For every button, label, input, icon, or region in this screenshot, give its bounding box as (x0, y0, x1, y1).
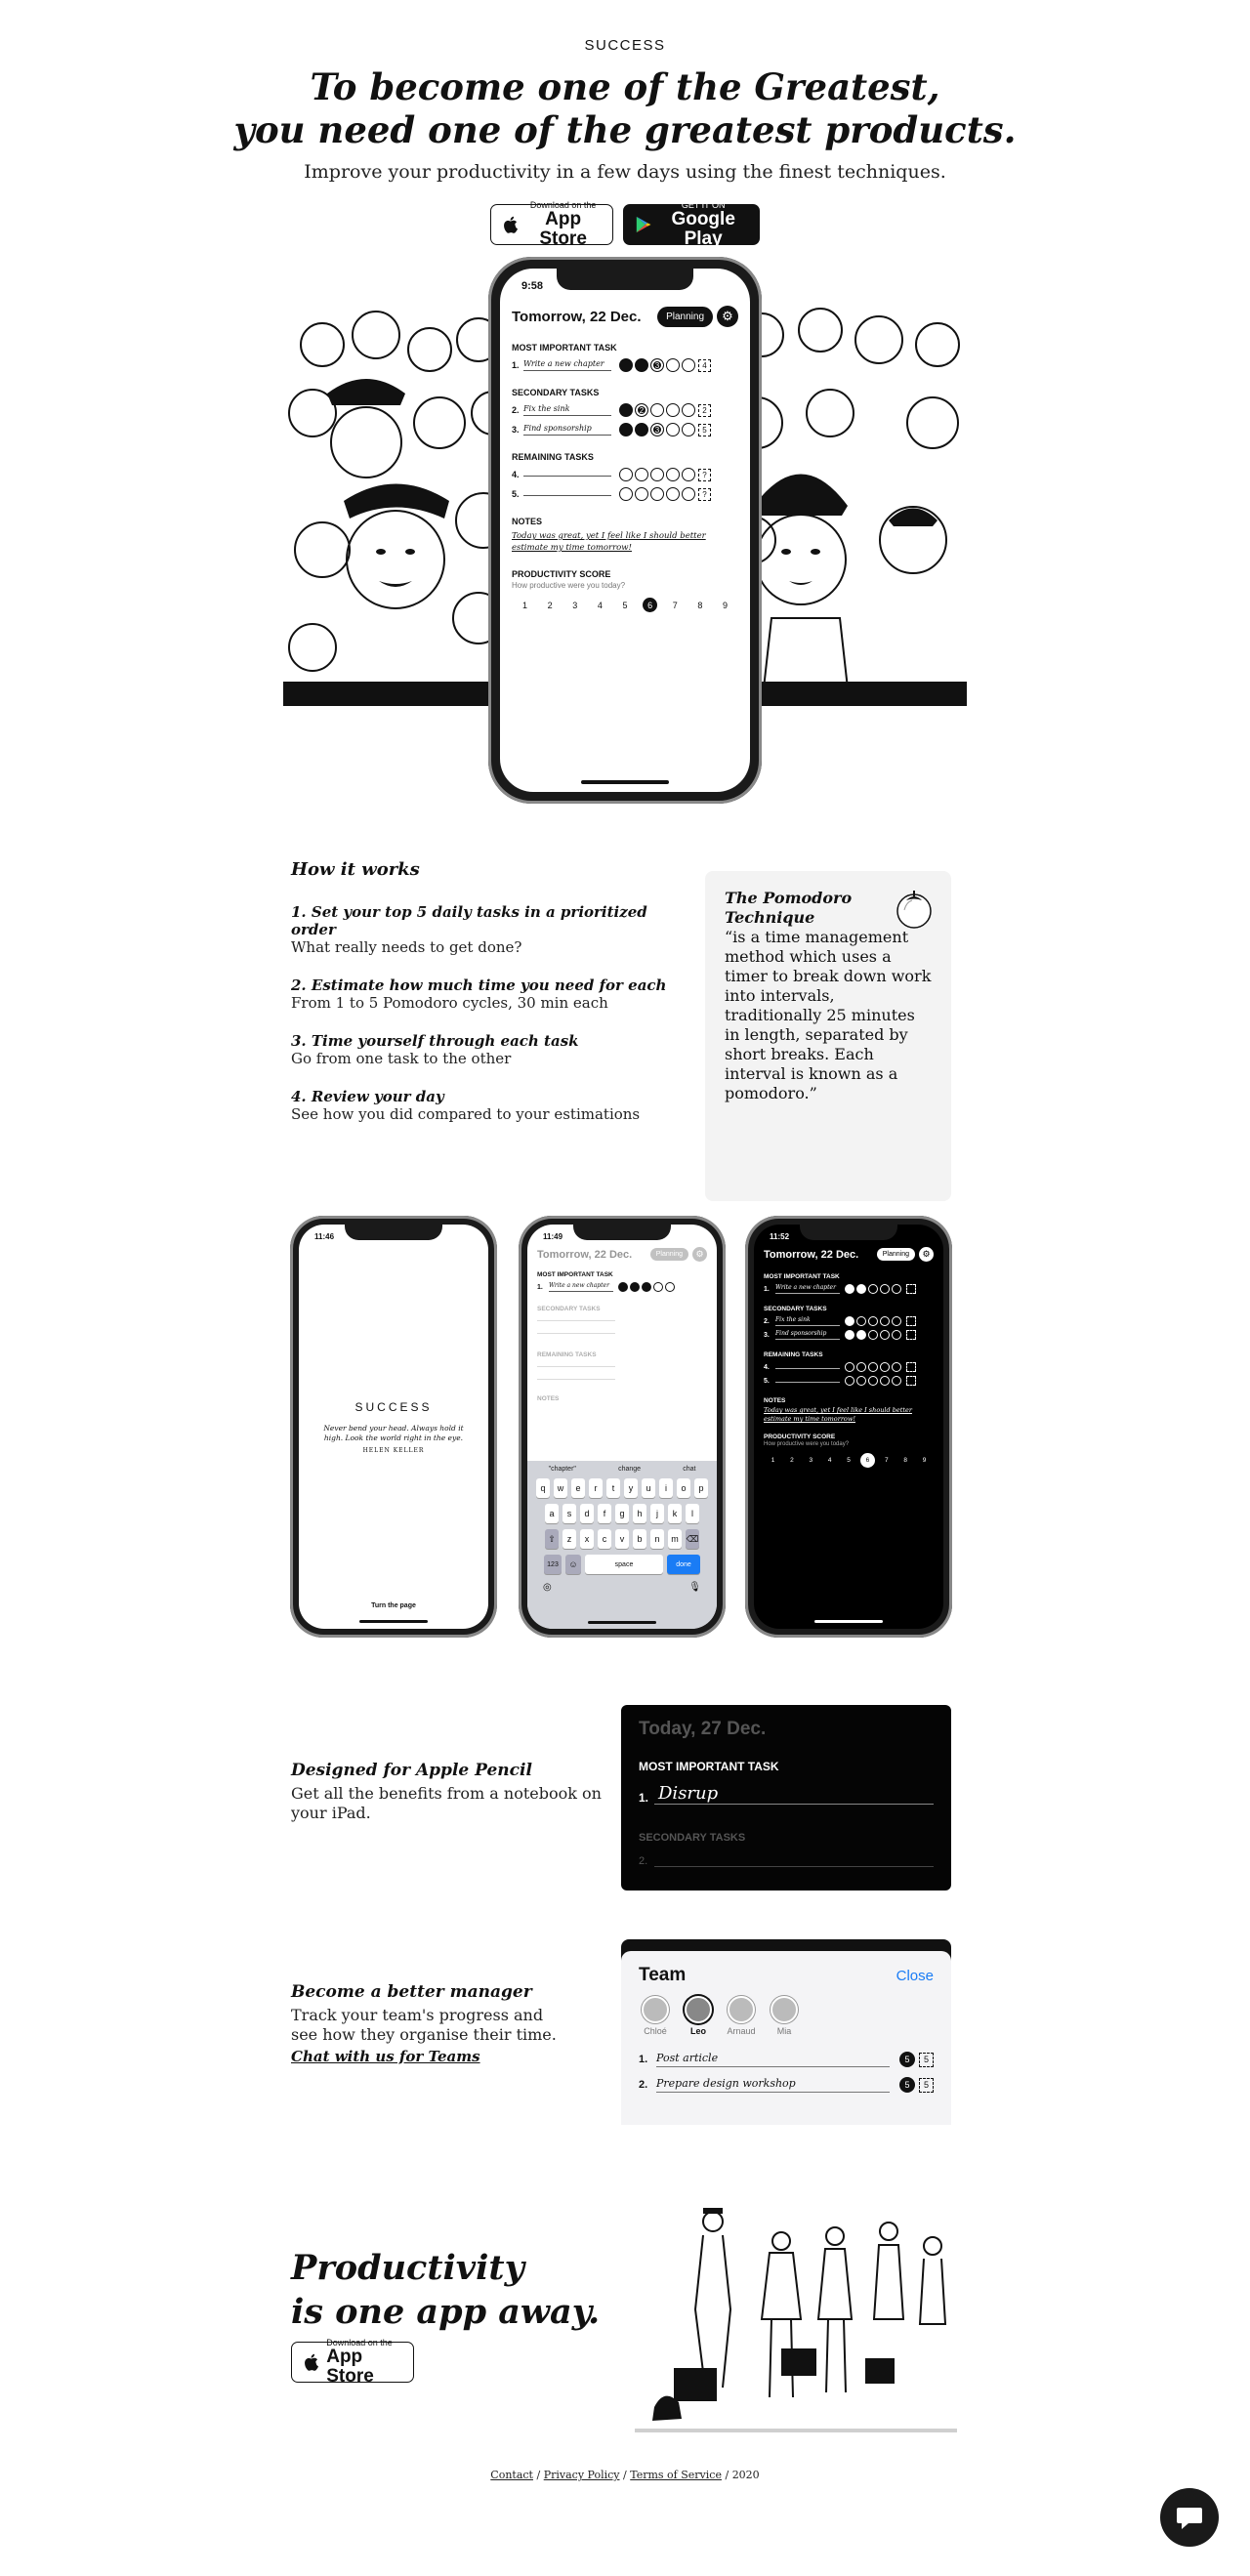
space-key[interactable]: space (585, 1555, 663, 1574)
ipad-secondary: SECONDARY TASKS (639, 1832, 746, 1844)
pomodoro-dot[interactable] (666, 358, 680, 372)
pomodoro-dots (619, 487, 695, 501)
task-1[interactable]: Write a new chapter (775, 1284, 840, 1294)
estimate-box[interactable] (906, 1330, 916, 1340)
planning-button[interactable]: Planning (650, 1248, 688, 1261)
how-title: How it works (291, 859, 420, 880)
chat-bubble-icon (1175, 2504, 1204, 2531)
task-input[interactable] (523, 493, 611, 496)
keyboard-key[interactable]: g (615, 1504, 629, 1523)
store-buttons (0, 200, 1250, 249)
pencil-feature (291, 1761, 604, 1823)
ipad-section: MOST IMPORTANT TASK (639, 1760, 779, 1773)
team-member-name: Arnaud (727, 2026, 756, 2036)
backspace-key[interactable]: ⌫ (686, 1529, 699, 1549)
app-date: Tomorrow, 22 Dec. (512, 308, 642, 325)
manager-feature (291, 1982, 604, 2065)
pomodoro-dot[interactable] (892, 1376, 901, 1386)
intro-author: HELEN KELLER (362, 1447, 425, 1454)
turn-page-button[interactable]: Turn the page (371, 1602, 416, 1609)
pomodoro-dot[interactable] (666, 487, 680, 501)
keyboard-key[interactable]: e (571, 1478, 585, 1498)
score-option[interactable]: 1 (521, 600, 527, 610)
score-option[interactable]: 7 (672, 600, 678, 610)
manager-desc: Track your team's progress and see how they organise their time. (291, 2006, 557, 2044)
keyboard-key[interactable]: o (677, 1478, 690, 1498)
score-option[interactable]: 5 (622, 600, 628, 610)
task-row: 2. Fix the sink 2 2 (500, 397, 750, 417)
score-option[interactable]: 8 (697, 600, 703, 610)
pomodoro-dot[interactable] (892, 1284, 901, 1294)
team-member[interactable] (682, 1996, 715, 2036)
score-option[interactable]: 4 (827, 1457, 832, 1464)
avatar (771, 1996, 798, 2023)
keyboard-key[interactable]: f (598, 1504, 611, 1523)
pomodoro-dot[interactable] (682, 403, 695, 417)
status-time: 11:46 (314, 1232, 335, 1241)
secondary-label: SECONDARY TASKS (537, 1306, 601, 1312)
pomodoro-dot[interactable] (856, 1284, 866, 1294)
pomodoro-dot[interactable] (845, 1362, 854, 1372)
secondary-label: SECONDARY TASKS (764, 1306, 827, 1312)
task-input[interactable]: Write a new chapter (523, 359, 611, 371)
pomodoro-dot[interactable] (619, 487, 633, 501)
task-3[interactable]: Find sponsorship (775, 1330, 840, 1340)
score-caption: How productive were you today? (764, 1441, 850, 1447)
manager-title: Become a better manager (291, 1982, 532, 2002)
shift-key[interactable]: ⇧ (545, 1529, 559, 1549)
how-step-desc: What really needs to get done? (291, 938, 522, 956)
phone-dark: 11:52 Tomorrow, 22 Dec. Planning ⚙ MOST IMPORTANT TASK 1. Write a new chapter SECONDARY TASKS 2. Fix the sink 3. Find sponsorship REMAINING TASKS 4. 5. NOTES Today was great, yet I feel like I should better estimate my time tomorrow! PRODUCTIVITY SCORE How productive were you today? 1 2 3 4 5 6 7 8 9 (745, 1216, 952, 1638)
how-step-title: 4. Review your day (291, 1088, 444, 1105)
most-important-label: MOST IMPORTANT TASK (537, 1271, 613, 1278)
team-member[interactable] (725, 1996, 758, 2036)
how-step-title: 2. Estimate how much time you need for each (291, 976, 667, 994)
pomodoro-dot[interactable] (856, 1376, 866, 1386)
score-option[interactable]: 2 (790, 1457, 794, 1464)
contact-link[interactable]: Contact (490, 2469, 533, 2481)
google-play-button[interactable] (623, 200, 760, 249)
pomodoro-dot[interactable] (880, 1284, 890, 1294)
team-preview (621, 1939, 951, 2125)
headline-line-2: you need one of the greatest products. (233, 108, 1017, 151)
keyboard-key[interactable]: c (598, 1529, 611, 1549)
status-time: 11:52 (770, 1232, 790, 1241)
keyboard-key[interactable]: a (545, 1504, 559, 1523)
microphone-icon[interactable]: 🎙 (688, 1582, 701, 1593)
estimate-box[interactable]: ? (698, 488, 711, 501)
keyboard-key[interactable]: p (694, 1478, 708, 1498)
cta-section (291, 2246, 601, 2387)
pomodoro-dots (619, 358, 695, 372)
pomodoro-dot[interactable] (868, 1284, 878, 1294)
score-option[interactable]: 6 (860, 1453, 875, 1468)
secondary-label: SECONDARY TASKS (512, 388, 600, 397)
pomodoro-dot[interactable] (682, 487, 695, 501)
hero-visual (283, 257, 967, 804)
keyboard-key[interactable]: i (659, 1478, 673, 1498)
pomodoro-dot[interactable] (666, 403, 680, 417)
how-step-desc: Go from one task to the other (291, 1050, 512, 1067)
estimate-box[interactable]: ? (698, 469, 711, 481)
remaining-label: REMAINING TASKS (537, 1351, 597, 1358)
planning-button[interactable]: Planning (657, 307, 713, 327)
pomodoro-dot[interactable] (880, 1362, 890, 1372)
phone-keyboard: 11:49 Tomorrow, 22 Dec. Planning ⚙ MOST IMPORTANT TASK 1. Write a new chapter SECONDARY TASKS REMAINING TASKS NOTES "chapter" change chat q w e r t y u i o p a s d f g h j k l ⇧ z x c v b n m ⌫ 123 ☺ space done ◎ 🎙 (519, 1216, 726, 1638)
pomodoro-dot[interactable] (682, 423, 695, 436)
pomodoro-dot[interactable] (880, 1316, 890, 1326)
pomodoro-dot[interactable] (635, 468, 648, 481)
keyboard-key[interactable]: v (615, 1529, 629, 1549)
pomodoro-dot[interactable] (856, 1330, 866, 1340)
pomodoro-dot[interactable] (880, 1330, 890, 1340)
app-date: Tomorrow, 22 Dec. (537, 1248, 633, 1261)
pomodoro-dot[interactable] (856, 1362, 866, 1372)
gear-icon[interactable]: ⚙ (692, 1247, 707, 1262)
score-label: PRODUCTIVITY SCORE (512, 569, 611, 579)
hero-subtitle: Improve your productivity in a few days using the finest techniques. (304, 161, 946, 183)
hero (0, 0, 1250, 249)
emoji-icon[interactable]: ☺ (565, 1555, 581, 1574)
keyboard-key[interactable]: t (606, 1478, 620, 1498)
pomodoro-dots (619, 423, 695, 436)
pomodoro-dot[interactable] (650, 403, 664, 417)
team-task-row: 2. Prepare design workshop 5 5 (639, 2077, 934, 2093)
pomodoro-dot[interactable] (868, 1376, 878, 1386)
keyboard-key[interactable]: u (642, 1478, 655, 1498)
notes-label: NOTES (512, 517, 543, 526)
vintage-crowd-illustration-right (732, 296, 967, 706)
pomodoro-dots (619, 403, 695, 417)
remaining-label: REMAINING TASKS (512, 452, 594, 462)
suggestion-3[interactable]: chat (683, 1466, 696, 1473)
task-5[interactable] (775, 1380, 840, 1383)
notes-text[interactable]: Today was great, yet I feel like I should better estimate my time tomorrow! (512, 531, 706, 553)
score-option[interactable]: 2 (547, 600, 553, 610)
terms-link[interactable]: Terms of Service (630, 2469, 722, 2481)
app-date: Tomorrow, 22 Dec. (764, 1248, 859, 1261)
pomodoro-dot[interactable] (880, 1376, 890, 1386)
how-step-title: 3. Time yourself through each task (291, 1032, 579, 1050)
task-row: 4. ? (500, 462, 750, 481)
done-key[interactable]: done (667, 1555, 700, 1574)
close-button[interactable]: Close (896, 1967, 934, 1984)
intro-quote: Never bend your head. Always hold it high. Look the world right in the eye. (323, 1424, 464, 1442)
intro-brand: SUCCESS (354, 1400, 433, 1414)
keyboard-key[interactable]: j (650, 1504, 664, 1523)
score-option[interactable]: 6 (643, 598, 657, 612)
privacy-link[interactable]: Privacy Policy (543, 2469, 620, 2481)
score-option[interactable]: 8 (903, 1457, 907, 1464)
estimate-box[interactable]: 5 (698, 424, 711, 436)
most-important-label: MOST IMPORTANT TASK (764, 1273, 840, 1280)
cta-app-store-button[interactable]: Download on the App Store (291, 2342, 414, 2383)
phone-intro (290, 1216, 497, 1638)
globe-icon[interactable]: ◎ (543, 1582, 552, 1593)
hero-phone-screen (500, 269, 750, 792)
keyboard-key[interactable]: b (633, 1529, 646, 1549)
keyboard-key[interactable]: l (686, 1504, 699, 1523)
how-step-desc: See how you did compared to your estimations (291, 1105, 641, 1123)
most-important-label: MOST IMPORTANT TASK (512, 343, 617, 353)
score-label: PRODUCTIVITY SCORE (764, 1433, 836, 1440)
pomodoro-dot[interactable] (682, 468, 695, 481)
status-time: 9:58 (521, 280, 544, 292)
keyboard-key[interactable]: x (580, 1529, 594, 1549)
team-title: Team (639, 1965, 687, 1985)
task-input[interactable]: Fix the sink (523, 404, 611, 416)
pomodoro-dot[interactable] (619, 403, 633, 417)
estimate-box: 5 (919, 2053, 934, 2067)
score-picker (754, 1447, 943, 1468)
score-option[interactable]: 3 (572, 600, 578, 610)
apple-icon (304, 2351, 318, 2373)
pomodoro-dot[interactable] (892, 1330, 901, 1340)
footer: Contact / Privacy Policy / Terms of Service / 2020 (490, 2469, 760, 2481)
team-task-row: 1. Post article 5 5 (639, 2052, 934, 2067)
google-play-big: Google Play (671, 209, 735, 249)
status-time: 11:49 (543, 1232, 563, 1241)
pomodoro-dot[interactable] (635, 487, 648, 501)
task-row: 5. ? (500, 481, 750, 501)
headline-line-1: To become one of the Greatest, (310, 65, 940, 108)
app-store-small: Download on the (529, 200, 597, 210)
pomodoro-dot[interactable] (650, 468, 664, 481)
notes-label: NOTES (764, 1397, 786, 1404)
how-it-works (291, 859, 672, 1143)
score-option[interactable]: 9 (722, 600, 728, 610)
task-input[interactable]: Find sponsorship (523, 424, 611, 436)
google-play-icon (636, 214, 651, 235)
keyboard-key[interactable]: z (562, 1529, 576, 1549)
footer-year: 2020 (731, 2469, 760, 2481)
team-task-text: Post article (656, 2052, 890, 2067)
numbers-key[interactable]: 123 (544, 1555, 562, 1574)
hero-kicker: SUCCESS (584, 37, 666, 54)
avatar (642, 1996, 669, 2023)
team-member-name: Mia (776, 2026, 792, 2036)
remaining-label: REMAINING TASKS (764, 1351, 823, 1358)
pencil-desc: Get all the benefits from a notebook on your iPad. (291, 1784, 602, 1822)
ipad-date: Today, 27 Dec. (639, 1719, 767, 1739)
pomodoro-dot[interactable] (619, 358, 633, 372)
notes-text[interactable]: Today was great, yet I feel like I should better estimate my time tomorrow! (764, 1406, 912, 1423)
chat-button[interactable] (1160, 2488, 1219, 2547)
gear-icon[interactable]: ⚙ (717, 306, 738, 327)
score-caption: How productive were you today? (512, 581, 626, 590)
pomodoro-dot[interactable]: 3 (650, 423, 664, 436)
gear-icon[interactable]: ⚙ (919, 1247, 934, 1262)
vintage-crowd-illustration-left (283, 296, 518, 706)
cta-headline: Productivity is one app away. (291, 2248, 601, 2332)
how-step-desc: From 1 to 5 Pomodoro cycles, 30 min each (291, 994, 608, 1012)
task-input[interactable]: Write a new chapter (549, 1282, 613, 1292)
pomodoro-dots (619, 468, 695, 481)
pomodoro-dot[interactable] (650, 487, 664, 501)
estimate-box[interactable]: 2 (698, 404, 711, 417)
pomodoro-quote: “is a time management method which uses a timer to break down work into intervals, traditionally 25 minutes in length, separated by short breaks. Each interval is known as a pomodoro.” (725, 928, 932, 1102)
keyboard-key[interactable]: n (650, 1529, 664, 1549)
pomodoro-dot[interactable] (619, 423, 633, 436)
team-member[interactable] (768, 1996, 801, 2036)
pomodoro-dot[interactable] (856, 1316, 866, 1326)
pomodoro-count: 5 (899, 2052, 915, 2067)
how-step (291, 976, 672, 1012)
hero-phone (488, 257, 762, 804)
teams-chat-link[interactable]: Chat with us for Teams (291, 2048, 480, 2065)
score-option[interactable]: 5 (847, 1457, 851, 1464)
pomodoro-dot[interactable] (666, 468, 680, 481)
pomodoro-dot[interactable] (892, 1362, 901, 1372)
suggestion-1[interactable]: "chapter" (548, 1466, 576, 1473)
keyboard-key[interactable]: k (668, 1504, 682, 1523)
task-row: 1. Write a new chapter 3 4 (500, 353, 750, 372)
keyboard-key[interactable]: s (562, 1504, 576, 1523)
planning-button[interactable]: Planning (877, 1248, 915, 1261)
pomodoro-dot[interactable]: 3 (650, 358, 664, 372)
estimate-box[interactable] (906, 1316, 916, 1326)
pomodoro-count: 5 (899, 2077, 915, 2093)
pomodoro-dot[interactable] (868, 1316, 878, 1326)
pomodoro-dot[interactable] (868, 1330, 878, 1340)
keyboard-key[interactable]: d (580, 1504, 594, 1523)
suggestion-2[interactable]: change (618, 1466, 642, 1473)
avatar (728, 1996, 755, 2023)
score-option[interactable]: 7 (884, 1457, 889, 1464)
pomodoro-dot[interactable] (619, 468, 633, 481)
how-step (291, 903, 672, 956)
keyboard-key[interactable]: y (624, 1478, 638, 1498)
keyboard-key[interactable]: h (633, 1504, 646, 1523)
keyboard (527, 1461, 717, 1629)
keyboard-key[interactable]: r (589, 1478, 603, 1498)
how-step-title: 1. Set your top 5 daily tasks in a prioritized order (291, 903, 647, 938)
avatar (685, 1996, 712, 2023)
hero-headline (0, 65, 1250, 151)
app-store-button[interactable] (490, 200, 613, 249)
pomodoro-card (705, 871, 951, 1201)
pomodoro-dot[interactable] (635, 358, 648, 372)
team-member[interactable] (639, 1996, 672, 2036)
score-option[interactable]: 9 (922, 1457, 927, 1464)
notes-label: NOTES (537, 1395, 560, 1402)
task-input[interactable] (523, 474, 611, 477)
estimate-box: 5 (919, 2078, 934, 2093)
estimate-box[interactable]: 4 (698, 359, 711, 372)
team-member-name: Leo (689, 2026, 706, 2036)
google-play-small: GET IT ON (681, 200, 726, 210)
pomodoro-dot[interactable] (682, 358, 695, 372)
task-4[interactable] (775, 1366, 840, 1369)
pomodoro-dot[interactable] (845, 1376, 854, 1386)
score-option[interactable]: 4 (597, 600, 603, 610)
score-picker (500, 590, 750, 612)
estimate-box[interactable] (906, 1362, 916, 1372)
score-option[interactable]: 3 (809, 1457, 813, 1464)
estimate-box[interactable] (906, 1284, 916, 1294)
apple-icon (503, 214, 518, 235)
how-step (291, 1088, 672, 1123)
team-task-text: Prepare design workshop (656, 2077, 890, 2093)
vintage-travelers-illustration (635, 2202, 957, 2446)
pomodoro-title: The Pomodoro Technique (725, 889, 853, 927)
estimate-box[interactable] (906, 1376, 916, 1386)
pomodoro-dot[interactable] (845, 1330, 854, 1340)
tomato-icon (893, 887, 936, 930)
pomodoro-dot[interactable] (868, 1362, 878, 1372)
pomodoro-dot[interactable] (892, 1316, 901, 1326)
task-row: 3. Find sponsorship 3 5 (500, 417, 750, 436)
keyboard-key[interactable]: m (668, 1529, 682, 1549)
task-2[interactable]: Fix the sink (775, 1316, 840, 1326)
score-option[interactable]: 1 (771, 1457, 775, 1464)
pencil-title: Designed for Apple Pencil (291, 1761, 532, 1780)
how-step (291, 1032, 672, 1067)
ipad-pencil-preview: Today, 27 Dec. MOST IMPORTANT TASK 1. Disrup SECONDARY TASKS 2. (621, 1705, 951, 1890)
pomodoro-dot[interactable] (635, 423, 648, 436)
pomodoro-dot[interactable] (845, 1316, 854, 1326)
keyboard-key[interactable]: w (554, 1478, 567, 1498)
handwriting[interactable]: Disrup (654, 1783, 934, 1805)
team-member-name: Chloé (644, 2026, 667, 2036)
keyboard-key[interactable]: q (536, 1478, 550, 1498)
pomodoro-dot[interactable] (845, 1284, 854, 1294)
pomodoro-dot[interactable]: 2 (635, 403, 648, 417)
pomodoro-dot[interactable] (666, 423, 680, 436)
app-store-big: App Store (539, 209, 587, 249)
